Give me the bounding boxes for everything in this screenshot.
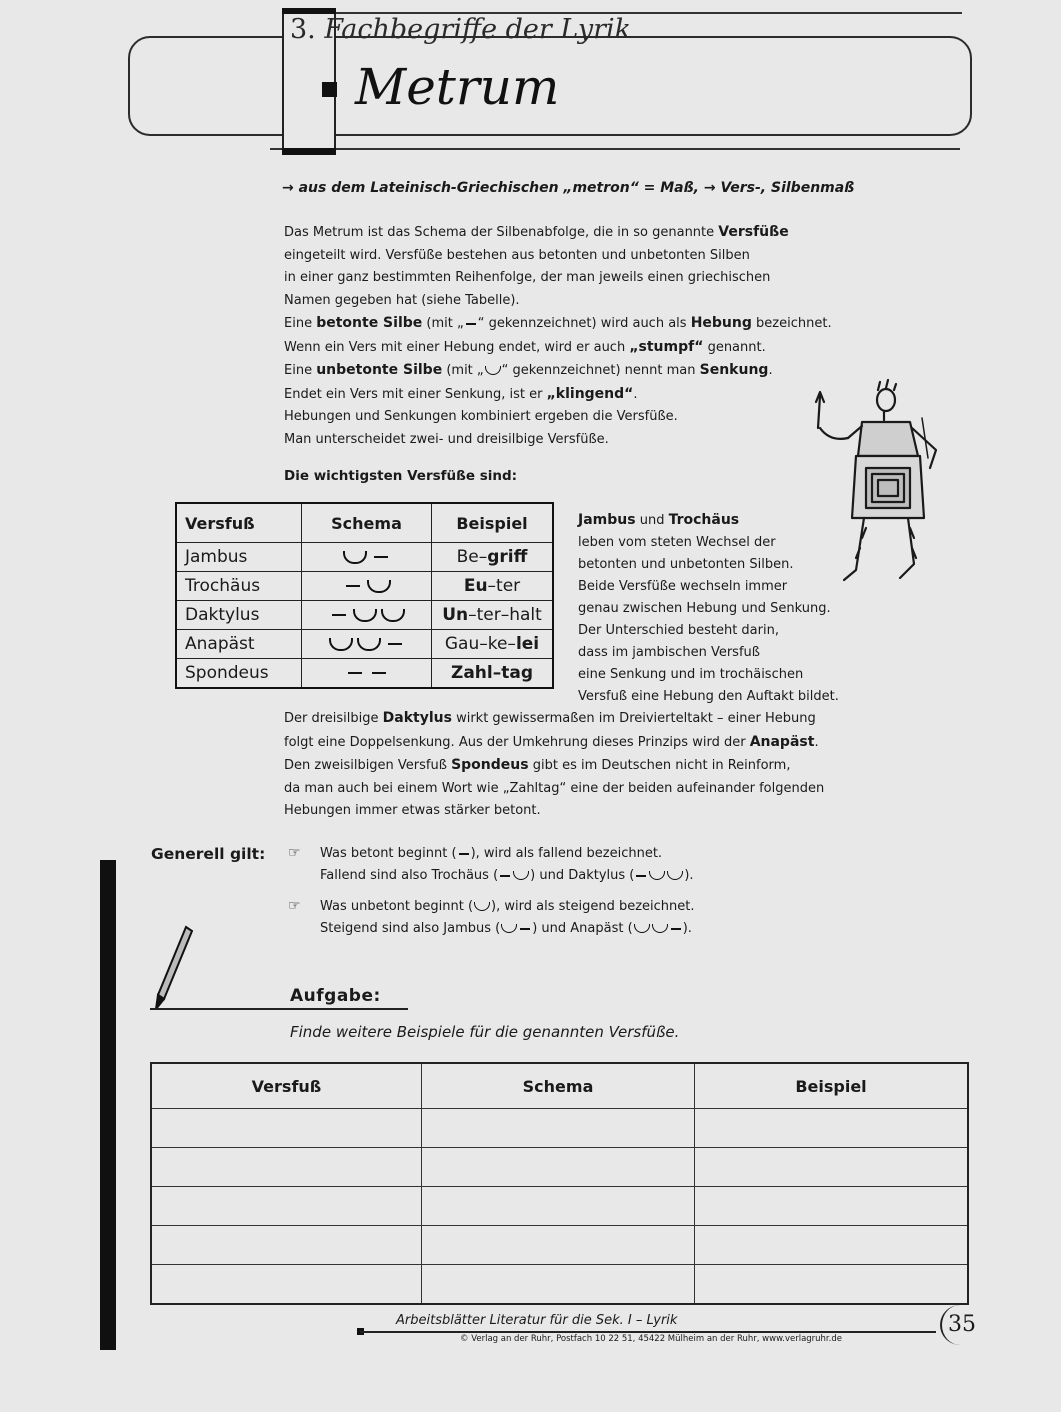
example-stressed-part: Eu <box>463 576 488 596</box>
exercise-header-row <box>151 1063 968 1109</box>
exercise-row <box>151 1109 968 1148</box>
exercise-cell[interactable] <box>695 1265 969 1305</box>
exercise-cell[interactable] <box>422 1148 695 1187</box>
rule-text: ). <box>682 921 692 936</box>
rule-text: ), wird als fallend bezeichnet. <box>470 846 663 861</box>
term-betonte-silbe: betonte Silbe <box>316 315 423 331</box>
rule-text: Steigend sind also Jambus ( <box>320 921 501 936</box>
exercise-cell[interactable] <box>695 1148 969 1187</box>
term-unbetonte-silbe: unbetonte Silbe <box>316 362 443 378</box>
footer-book-title: Arbeitsblätter Literatur für die Sek. I – Lyrik <box>396 1313 678 1328</box>
para-text: Den zweisilbigen Versfuß <box>284 758 452 773</box>
unstressed-syllable-icon <box>474 902 490 911</box>
rule-text: Was unbetont beginnt ( <box>320 899 474 914</box>
intro-line: eingeteilt wird. Versfüße bestehen aus betonten und unbetonten Silben <box>284 247 750 263</box>
rule-text: ), wird als steigend bezeichnet. <box>491 899 695 914</box>
intro-text: “ gekennzeichnet) wird auch als <box>477 316 691 331</box>
title-bullet-icon <box>322 82 337 97</box>
schema-trochaeus <box>302 572 432 601</box>
stressed-syllable-icon <box>332 614 346 617</box>
table-row <box>176 659 553 689</box>
exercise-header-versfuss: Versfuß <box>151 1063 422 1109</box>
rule-text: ) und Anapäst ( <box>532 921 633 936</box>
table-row <box>176 630 553 659</box>
stressed-syllable-icon <box>636 875 646 877</box>
para-text: Der dreisilbige <box>284 711 383 726</box>
table-row <box>176 543 553 572</box>
stressed-syllable-icon <box>346 585 360 588</box>
intro-text: bezeichnet. <box>751 316 832 331</box>
left-edge-bar <box>100 860 116 1350</box>
column-header-schema: Schema <box>302 503 432 543</box>
table-header-row <box>176 503 553 543</box>
para-text: gibt es im Deutschen nicht in Reinform, <box>528 758 791 773</box>
exercise-table <box>150 1062 969 1305</box>
versfuss-name: Daktylus <box>176 601 302 630</box>
para-line: da man auch bei einem Wort wie „Zahltag“ eine der beiden aufeinander folgenden <box>284 780 825 796</box>
stressed-syllable-icon <box>374 556 388 559</box>
unstressed-syllable-icon <box>343 551 367 564</box>
stressed-syllable-icon <box>388 643 402 646</box>
side-line: Versfuß eine Hebung den Auftakt bildet. <box>578 689 839 704</box>
section-number: 3. <box>290 14 316 45</box>
exercise-cell[interactable] <box>151 1148 422 1187</box>
side-line: leben vom steten Wechsel der <box>578 535 776 550</box>
daktylus-anapaest-paragraph <box>284 707 824 823</box>
exercise-cell[interactable] <box>695 1109 969 1148</box>
exercise-cell[interactable] <box>422 1226 695 1265</box>
exercise-row <box>151 1187 968 1226</box>
side-line: eine Senkung und im trochäischen <box>578 667 804 682</box>
intro-line: Man unterscheidet zwei- und dreisilbige Versfüße. <box>284 431 609 447</box>
footer-rule <box>360 1331 936 1333</box>
beispiel-cell <box>432 543 554 572</box>
exercise-cell[interactable] <box>422 1265 695 1305</box>
column-header-versfuss: Versfuß <box>176 503 302 543</box>
unstressed-syllable-icon <box>649 871 665 880</box>
exercise-row <box>151 1265 968 1305</box>
aufgabe-underline <box>150 1008 408 1010</box>
intro-text: genannt. <box>703 339 766 355</box>
etymology-line: → aus dem Lateinisch-Griechischen „metron“ = Maß, → Vers-, Silbenmaß <box>282 180 855 196</box>
side-line: genau zwischen Hebung und Senkung. <box>578 601 831 616</box>
side-line: Beide Versfüße wechseln immer <box>578 579 788 594</box>
unstressed-syllable-icon <box>367 580 391 593</box>
exercise-cell[interactable] <box>151 1226 422 1265</box>
unstressed-syllable-icon <box>353 609 377 622</box>
term-klingend: „klingend“ <box>546 385 634 402</box>
schema-spondeus <box>302 659 432 689</box>
para-text: . <box>814 734 819 750</box>
unstressed-syllable-icon <box>357 638 381 651</box>
unstressed-syllable-icon <box>329 638 353 651</box>
section-title: Fachbegriffe der Lyrik <box>324 14 632 45</box>
example-part: Be– <box>456 547 488 567</box>
task-instruction: Finde weitere Beispiele für die genannten Versfüße. <box>290 1023 680 1041</box>
exercise-cell[interactable] <box>695 1187 969 1226</box>
term-senkung: Senkung <box>699 362 769 378</box>
versfuss-table <box>175 502 554 689</box>
stressed-syllable-icon <box>466 323 476 325</box>
example-stressed-part: lei <box>515 634 540 654</box>
page-number: 35 <box>940 1305 976 1345</box>
para-text: folgt eine Doppelsenkung. Aus der Umkehrung dieses Prinzips wird der <box>284 734 750 750</box>
intro-text: (mit „ <box>422 316 464 331</box>
pointing-hand-icon: ☞ <box>288 898 301 914</box>
rule-text: Fallend sind also Trochäus ( <box>320 868 499 883</box>
unstressed-syllable-icon <box>667 871 683 880</box>
intro-text: (mit „ <box>442 363 484 378</box>
term-trochaeus: Trochäus <box>668 512 740 528</box>
unstressed-syllable-icon <box>501 924 517 933</box>
stressed-syllable-icon <box>459 853 469 855</box>
side-line: betonten und unbetonten Silben. <box>578 557 794 572</box>
exercise-cell[interactable] <box>151 1187 422 1226</box>
rule-text: Was betont beginnt ( <box>320 846 457 861</box>
term-stumpf: „stumpf“ <box>629 338 704 355</box>
side-line: dass im jambischen Versfuß <box>578 645 760 660</box>
table-row <box>176 601 553 630</box>
example-stressed-part: Un <box>442 605 469 625</box>
aufgabe-label: Aufgabe: <box>290 986 381 1006</box>
intro-text: “ gekennzeichnet) nennt man <box>501 363 700 378</box>
beispiel-cell <box>432 630 554 659</box>
exercise-row <box>151 1226 968 1265</box>
intro-text: Endet ein Vers mit einer Senkung, ist er <box>284 386 547 402</box>
term-spondeus: Spondeus <box>451 757 529 773</box>
unstressed-syllable-icon <box>513 871 529 880</box>
pointing-hand-icon: ☞ <box>288 845 301 861</box>
term-daktylus: Daktylus <box>382 710 452 726</box>
example-stressed-part: Zahl–tag <box>451 663 533 683</box>
page-title <box>322 58 559 116</box>
unstressed-syllable-icon <box>634 924 650 933</box>
beispiel-cell <box>432 601 554 630</box>
para-text: wirkt gewissermaßen im Dreivierteltakt – einer Hebung <box>451 711 816 726</box>
header-bottom-rule <box>270 148 960 150</box>
para-line: Hebungen immer etwas stärker betont. <box>284 803 541 818</box>
exercise-header-schema: Schema <box>422 1063 695 1109</box>
intro-text: . <box>633 386 638 402</box>
column-header-beispiel: Beispiel <box>432 503 554 543</box>
stressed-syllable-icon <box>500 875 510 877</box>
intro-text: Eine <box>284 363 317 378</box>
exercise-cell[interactable] <box>151 1109 422 1148</box>
versfuesse-subheading: Die wichtigsten Versfüße sind: <box>284 468 518 484</box>
versfuss-name: Anapäst <box>176 630 302 659</box>
general-rule-label: Generell gilt: <box>151 845 266 863</box>
unstressed-syllable-icon <box>381 609 405 622</box>
intro-line: in einer ganz bestimmten Reihenfolge, der man jeweils einen griechischen <box>284 270 771 285</box>
intro-line: Namen gegeben hat (siehe Tabelle). <box>284 292 520 308</box>
term-anapaest: Anapäst <box>749 733 815 750</box>
rule-text: ) und Daktylus ( <box>530 868 635 883</box>
footer-copyright: © Verlag an der Ruhr, Postfach 10 22 51, 45422 Mülheim an der Ruhr, www.verlagruhr.de <box>460 1334 842 1344</box>
exercise-cell[interactable] <box>422 1109 695 1148</box>
term-versfuesse: Versfüße <box>718 224 789 240</box>
unstressed-syllable-icon <box>485 366 501 375</box>
term-hebung: Hebung <box>690 315 752 331</box>
rule-fallend <box>288 842 694 887</box>
intro-text: . <box>768 363 773 378</box>
stressed-syllable-icon <box>348 672 362 675</box>
example-part: Gau–ke– <box>444 634 516 654</box>
side-line: Der Unterschied besteht darin, <box>578 623 779 638</box>
versfuss-name: Trochäus <box>176 572 302 601</box>
jambus-trochaeus-note <box>578 509 839 708</box>
side-text: und <box>635 513 669 528</box>
table-row <box>176 572 553 601</box>
beispiel-cell <box>432 572 554 601</box>
header-column-cap-bottom <box>282 148 336 155</box>
exercise-header-beispiel: Beispiel <box>695 1063 969 1109</box>
intro-line: Das Metrum ist das Schema der Silbenabfolge, die in so genannte <box>284 225 719 240</box>
versfuss-name: Jambus <box>176 543 302 572</box>
versfuss-name: Spondeus <box>176 659 302 689</box>
exercise-cell[interactable] <box>695 1226 969 1265</box>
exercise-row <box>151 1148 968 1187</box>
intro-text: Eine <box>284 316 317 331</box>
rule-steigend <box>288 895 695 940</box>
section-heading <box>290 14 631 45</box>
schema-jambus <box>302 543 432 572</box>
beispiel-cell <box>432 659 554 689</box>
pencil-icon <box>150 925 195 1010</box>
stressed-syllable-icon <box>372 672 386 675</box>
schema-daktylus <box>302 601 432 630</box>
stressed-syllable-icon <box>671 928 681 930</box>
term-jambus: Jambus <box>578 512 636 528</box>
intro-line: Hebungen und Senkungen kombiniert ergeben die Versfüße. <box>284 409 678 424</box>
schema-anapaest <box>302 630 432 659</box>
rule-text: ). <box>684 868 694 883</box>
stressed-syllable-icon <box>520 928 530 930</box>
example-part: –ter <box>487 576 521 596</box>
unstressed-syllable-icon <box>652 924 668 933</box>
page-title-text: Metrum <box>355 58 560 116</box>
exercise-cell[interactable] <box>151 1265 422 1305</box>
example-part: –ter–halt <box>468 605 542 625</box>
intro-paragraph <box>284 221 832 451</box>
example-stressed-part: griff <box>487 547 528 567</box>
exercise-cell[interactable] <box>422 1187 695 1226</box>
intro-text: Wenn ein Vers mit einer Hebung endet, wird er auch <box>284 339 630 355</box>
